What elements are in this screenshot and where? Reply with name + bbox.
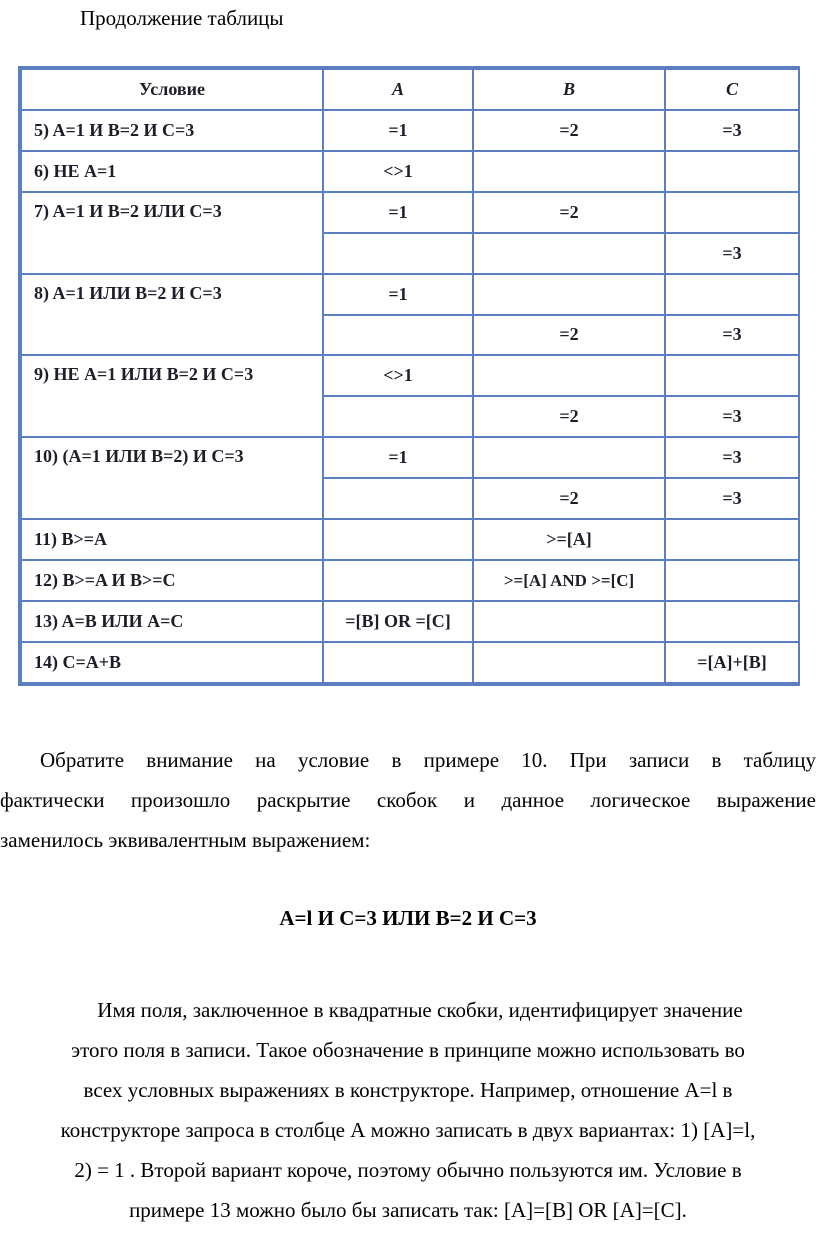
cell-c: =3 xyxy=(665,315,799,356)
table-row xyxy=(21,437,799,478)
paragraph-line: Имя поля, заключенное в квадратные скобки, идентифицирует значение xyxy=(97,998,743,1022)
paragraph-field-names xyxy=(0,990,816,1230)
table-row xyxy=(21,355,799,396)
cell-a: =1 xyxy=(323,437,473,478)
cell-c: =3 xyxy=(665,110,799,151)
cell-b: =2 xyxy=(473,396,665,437)
paragraph-line: Обратите внимание на условие в примере 10. При записи в таблицу xyxy=(40,748,816,772)
conditions-table xyxy=(18,66,800,686)
condition-cell: 14) C=A+B xyxy=(21,642,323,683)
paragraph-line: всех условных выражениях в конструкторе. Например, отношение A=l в xyxy=(83,1078,733,1102)
cell-c xyxy=(665,151,799,192)
table-row xyxy=(21,110,799,151)
header-condition: Условие xyxy=(21,69,323,110)
cell-b xyxy=(473,601,665,642)
cell-a xyxy=(323,315,473,356)
table-row xyxy=(21,274,799,315)
paragraph-line: примере 13 можно было бы записать так: [A]=[B] OR [A]=[C]. xyxy=(129,1198,687,1222)
cell-c xyxy=(665,560,799,601)
cell-b xyxy=(473,233,665,274)
cell-a: <>1 xyxy=(323,355,473,396)
condition-cell: 5) A=1 И B=2 И C=3 xyxy=(21,110,323,151)
cell-b: >=[A] AND >=[C] xyxy=(473,560,665,601)
cell-b xyxy=(473,437,665,478)
cell-c xyxy=(665,601,799,642)
cell-c: =[A]+[B] xyxy=(665,642,799,683)
condition-cell: 8) A=1 ИЛИ B=2 И C=3 xyxy=(21,274,323,356)
condition-cell: 6) НЕ A=1 xyxy=(21,151,323,192)
condition-cell: 13) A=B ИЛИ A=C xyxy=(21,601,323,642)
cell-c: =3 xyxy=(665,478,799,519)
cell-a: <>1 xyxy=(323,151,473,192)
cell-b: =2 xyxy=(473,315,665,356)
cell-a xyxy=(323,642,473,683)
paragraph-line: этого поля в записи. Такое обозначение в принципе можно использовать во xyxy=(71,1038,745,1062)
cell-c xyxy=(665,192,799,233)
table-continuation-caption: Продолжение таблицы xyxy=(80,6,284,30)
cell-c: =3 xyxy=(665,233,799,274)
paragraph-line: фактически произошло раскрытие скобок и данное логическое выражение xyxy=(0,788,816,812)
cell-c: =3 xyxy=(665,437,799,478)
equivalent-expression: A=l И С=3 ИЛИ В=2 И С=3 xyxy=(279,906,537,930)
table-row xyxy=(21,560,799,601)
table-row xyxy=(21,601,799,642)
condition-cell: 10) (A=1 ИЛИ B=2) И C=3 xyxy=(21,437,323,519)
cell-b xyxy=(473,274,665,315)
cell-a xyxy=(323,396,473,437)
table-header-row xyxy=(21,69,799,110)
paragraph-example-10 xyxy=(0,740,816,860)
condition-cell: 7) A=1 И B=2 ИЛИ C=3 xyxy=(21,192,323,274)
cell-c: =3 xyxy=(665,396,799,437)
cell-b: >=[A] xyxy=(473,519,665,560)
header-b: B xyxy=(473,69,665,110)
header-c: C xyxy=(665,69,799,110)
table-row xyxy=(21,642,799,683)
cell-a: =[B] OR =[C] xyxy=(323,601,473,642)
cell-b: =2 xyxy=(473,110,665,151)
cell-c xyxy=(665,519,799,560)
condition-cell: 11) B>=A xyxy=(21,519,323,560)
cell-b xyxy=(473,355,665,396)
paragraph-line: заменилось эквивалентным выражением: xyxy=(0,828,371,852)
paragraph-line: 2) = 1 . Второй вариант короче, поэтому обычно пользуются им. Условие в xyxy=(74,1158,742,1182)
cell-b: =2 xyxy=(473,478,665,519)
cell-a xyxy=(323,519,473,560)
cell-a xyxy=(323,478,473,519)
cell-a xyxy=(323,233,473,274)
header-a: A xyxy=(323,69,473,110)
cell-a: =1 xyxy=(323,274,473,315)
cell-c xyxy=(665,355,799,396)
cell-a: =1 xyxy=(323,192,473,233)
cell-b: =2 xyxy=(473,192,665,233)
cell-b xyxy=(473,642,665,683)
table-row xyxy=(21,192,799,233)
cell-b xyxy=(473,151,665,192)
table-row xyxy=(21,151,799,192)
condition-cell: 9) НЕ A=1 ИЛИ B=2 И C=3 xyxy=(21,355,323,437)
condition-cell: 12) B>=A И B>=C xyxy=(21,560,323,601)
table-row xyxy=(21,519,799,560)
cell-c xyxy=(665,274,799,315)
paragraph-line: конструкторе запроса в столбце А можно записать в двух вариантах: 1) [A]=l, xyxy=(60,1118,756,1142)
cell-a xyxy=(323,560,473,601)
cell-a: =1 xyxy=(323,110,473,151)
